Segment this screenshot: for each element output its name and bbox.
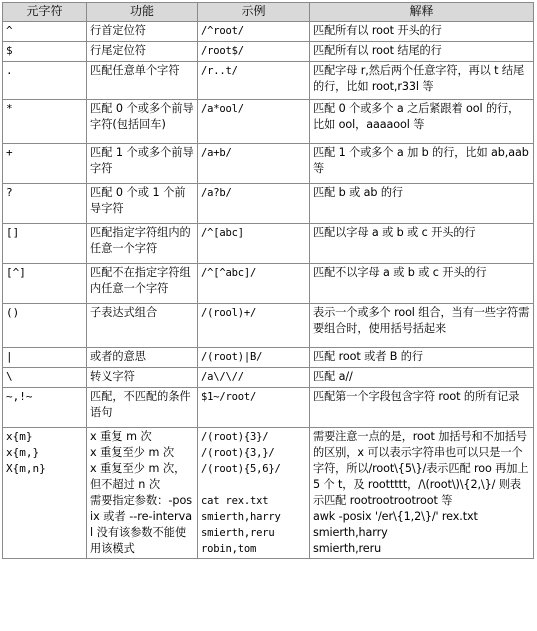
header-metachar: 元字符: [3, 3, 87, 22]
cell-function: 匹配 0 个或多个前导字符(包括回车): [87, 100, 198, 144]
table-row: [3, 42, 534, 62]
cell-function: x 重复 m 次 x 重复至少 m 次 x 重复至少 m 次，但不超过 n 次 需要指定参数：-posix 或者 --re-interval 没有该参数不能使用该模式: [87, 428, 198, 559]
table-container: [2, 2, 533, 627]
cell-function: 行尾定位符: [87, 42, 198, 62]
cell-explanation: 匹配第一个字段包含字符 root 的所有记录: [310, 388, 534, 428]
table-row: [3, 224, 534, 264]
table-row: [3, 184, 534, 224]
cell-metachar: []: [3, 224, 87, 264]
cell-explanation: 匹配所有以 root 结尾的行: [310, 42, 534, 62]
cell-example: /root$/: [198, 42, 310, 62]
cell-example: /a\/\//: [198, 368, 310, 388]
cell-metachar: ~,!~: [3, 388, 87, 428]
cell-metachar: *: [3, 100, 87, 144]
table-row: [3, 348, 534, 368]
cell-explanation: 匹配 1 个或多个 a 加 b 的行，比如 ab,aab 等: [310, 144, 534, 184]
header-explanation: 解释: [310, 3, 534, 22]
cell-example: /(root)|B/: [198, 348, 310, 368]
cell-metachar: (): [3, 304, 87, 348]
cell-example: /r..t/: [198, 62, 310, 100]
cell-function: 或者的意思: [87, 348, 198, 368]
table-row: [3, 304, 534, 348]
cell-example: /a+b/: [198, 144, 310, 184]
cell-metachar: ?: [3, 184, 87, 224]
cell-metachar: $: [3, 42, 87, 62]
cell-example: /(rool)+/: [198, 304, 310, 348]
cell-explanation: 需要注意一点的是，root 加括号和不加括号的区别，x 可以表示字符串也可以只是一个字符，所以/root\{5\}/表示匹配 roo 再加上 5 个 t，及 roottttt，/\(root\)\{2,\}/ 则表示匹配 rootrootrootroot 等 awk -posix '/er\{1,2\}/' rex.txt smierth,harry smierth,reru: [310, 428, 534, 559]
cell-metachar: ^: [3, 22, 87, 42]
regex-metachar-table: [2, 2, 534, 559]
cell-explanation: 匹配所有以 root 开头的行: [310, 22, 534, 42]
header-function: 功能: [87, 3, 198, 22]
table-row: [3, 144, 534, 184]
cell-example: /(root){3}/ /(root){3,}/ /(root){5,6}/ cat rex.txt smierth,harry smierth,reru robin,tom: [198, 428, 310, 559]
cell-explanation: 匹配字母 r,然后两个任意字符，再以 t 结尾的行，比如 root,r33l 等: [310, 62, 534, 100]
cell-metachar: |: [3, 348, 87, 368]
cell-example: /^[^abc]/: [198, 264, 310, 304]
cell-example: /a?b/: [198, 184, 310, 224]
table-row: [3, 100, 534, 144]
cell-function: 子表达式组合: [87, 304, 198, 348]
header-example: 示例: [198, 3, 310, 22]
cell-function: 匹配 0 个或 1 个前导字符: [87, 184, 198, 224]
cell-metachar: +: [3, 144, 87, 184]
header-row: [3, 3, 534, 22]
cell-example: /a*ool/: [198, 100, 310, 144]
cell-example: /^root/: [198, 22, 310, 42]
cell-explanation: 匹配 b 或 ab 的行: [310, 184, 534, 224]
cell-metachar: \: [3, 368, 87, 388]
cell-metachar: x{m} x{m,} X{m,n}: [3, 428, 87, 559]
table-row: [3, 428, 534, 559]
cell-function: 行首定位符: [87, 22, 198, 42]
cell-explanation: 匹配以字母 a 或 b 或 c 开头的行: [310, 224, 534, 264]
cell-example: /^[abc]: [198, 224, 310, 264]
cell-explanation: 表示一个或多个 rool 组合，当有一些字符需要组合时，使用括号括起来: [310, 304, 534, 348]
table-row: [3, 368, 534, 388]
cell-function: 匹配，不匹配的条件语句: [87, 388, 198, 428]
cell-example: $1~/root/: [198, 388, 310, 428]
cell-function: 匹配指定字符组内的任意一个字符: [87, 224, 198, 264]
cell-explanation: 匹配不以字母 a 或 b 或 c 开头的行: [310, 264, 534, 304]
table-row: [3, 22, 534, 42]
cell-explanation: 匹配 0 个或多个 a 之后紧跟着 ool 的行，比如 ool，aaaaool 等: [310, 100, 534, 144]
cell-metachar: .: [3, 62, 87, 100]
table-row: [3, 62, 534, 100]
cell-metachar: [^]: [3, 264, 87, 304]
table-row: [3, 264, 534, 304]
cell-function: 匹配不在指定字符组内任意一个字符: [87, 264, 198, 304]
cell-explanation: 匹配 a//: [310, 368, 534, 388]
cell-function: 匹配 1 个或多个前导字符: [87, 144, 198, 184]
cell-function: 转义字符: [87, 368, 198, 388]
cell-explanation: 匹配 root 或者 B 的行: [310, 348, 534, 368]
table-row: [3, 388, 534, 428]
cell-function: 匹配任意单个字符: [87, 62, 198, 100]
